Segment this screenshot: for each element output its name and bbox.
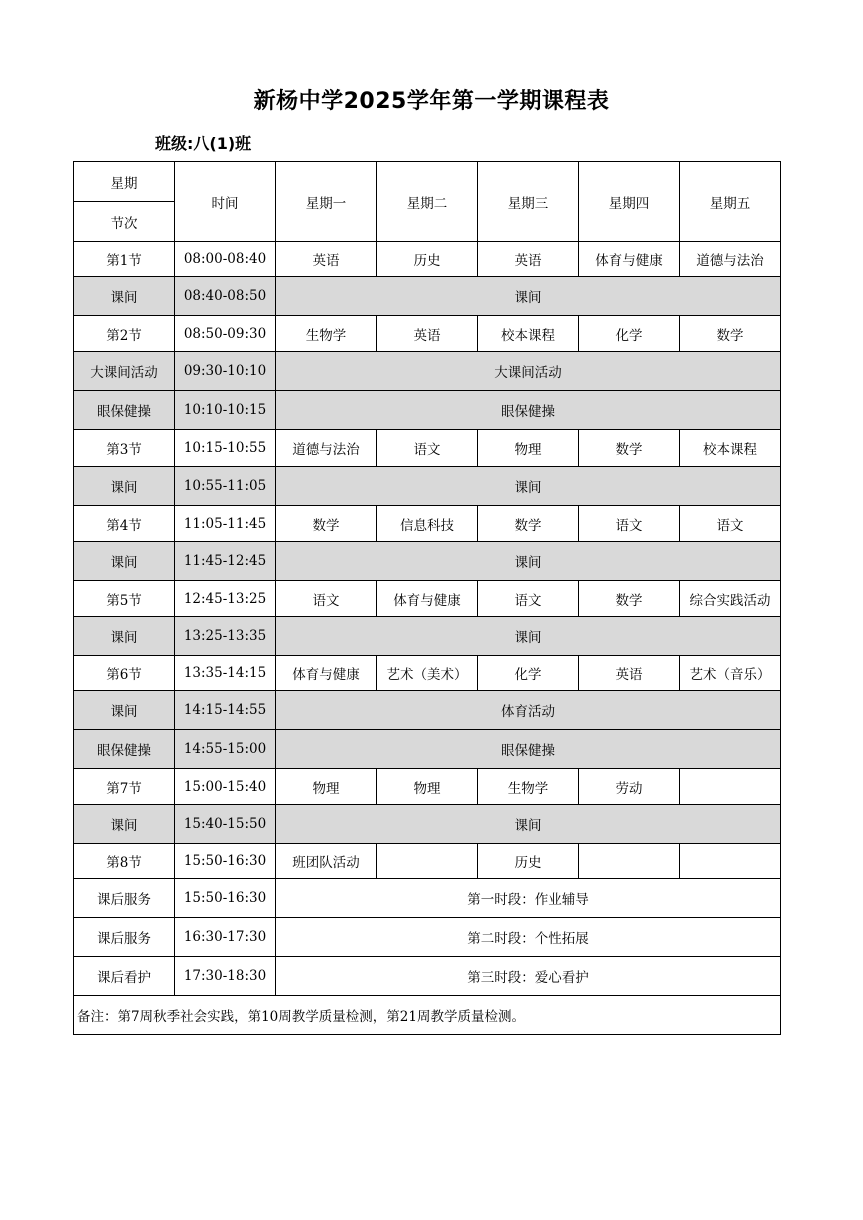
time-cell: 15:50-16:30 bbox=[175, 844, 276, 879]
period-name-cell: 课间 bbox=[74, 467, 175, 506]
subject-cell: 数学 bbox=[276, 506, 377, 542]
period-name-cell: 眼保健操 bbox=[74, 730, 175, 769]
break-activity-cell: 课间 bbox=[276, 805, 781, 844]
time-cell: 12:45-13:25 bbox=[175, 581, 276, 617]
break-row bbox=[74, 542, 781, 581]
break-row bbox=[74, 691, 781, 730]
time-cell: 08:00-08:40 bbox=[175, 242, 276, 277]
period-name-cell: 第4节 bbox=[74, 506, 175, 542]
break-activity-cell: 课间 bbox=[276, 617, 781, 656]
time-cell: 13:25-13:35 bbox=[175, 617, 276, 656]
time-cell: 15:40-15:50 bbox=[175, 805, 276, 844]
subject-cell: 数学 bbox=[478, 506, 579, 542]
subject-cell: 体育与健康 bbox=[377, 581, 478, 617]
subject-cell: 历史 bbox=[377, 242, 478, 277]
period-name-cell: 第1节 bbox=[74, 242, 175, 277]
break-activity-cell: 眼保健操 bbox=[276, 391, 781, 430]
subject-cell bbox=[579, 844, 680, 879]
break-row bbox=[74, 617, 781, 656]
subject-cell: 英语 bbox=[579, 656, 680, 691]
subject-cell: 艺术（美术） bbox=[377, 656, 478, 691]
break-activity-cell: 眼保健操 bbox=[276, 730, 781, 769]
lesson-row bbox=[74, 656, 781, 691]
subject-cell: 物理 bbox=[276, 769, 377, 805]
time-cell: 08:40-08:50 bbox=[175, 277, 276, 316]
break-row bbox=[74, 730, 781, 769]
subject-cell: 校本课程 bbox=[478, 316, 579, 352]
weekday-header-cell: 星期 bbox=[74, 162, 175, 202]
subject-cell: 体育与健康 bbox=[579, 242, 680, 277]
subject-cell: 体育与健康 bbox=[276, 656, 377, 691]
subject-cell bbox=[680, 769, 781, 805]
lesson-row bbox=[74, 769, 781, 805]
subject-cell: 语文 bbox=[478, 581, 579, 617]
subject-cell: 物理 bbox=[478, 430, 579, 467]
period-name-cell: 课间 bbox=[74, 542, 175, 581]
subject-cell: 信息科技 bbox=[377, 506, 478, 542]
break-activity-cell: 课间 bbox=[276, 542, 781, 581]
time-cell: 16:30-17:30 bbox=[175, 918, 276, 957]
subject-cell: 校本课程 bbox=[680, 430, 781, 467]
break-row bbox=[74, 467, 781, 506]
subject-cell: 语文 bbox=[680, 506, 781, 542]
lesson-row bbox=[74, 506, 781, 542]
service-activity-cell: 第三时段：爱心看护 bbox=[276, 957, 781, 996]
day-header-tue: 星期二 bbox=[377, 162, 478, 242]
service-row bbox=[74, 879, 781, 918]
time-cell: 09:30-10:10 bbox=[175, 352, 276, 391]
period-name-cell: 第2节 bbox=[74, 316, 175, 352]
period-header-cell: 节次 bbox=[74, 202, 175, 242]
period-name-cell: 第5节 bbox=[74, 581, 175, 617]
time-cell: 08:50-09:30 bbox=[175, 316, 276, 352]
time-cell: 10:15-10:55 bbox=[175, 430, 276, 467]
subject-cell: 艺术（音乐） bbox=[680, 656, 781, 691]
service-activity-cell: 第一时段：作业辅导 bbox=[276, 879, 781, 918]
period-name-cell: 课后看护 bbox=[74, 957, 175, 996]
period-name-cell: 大课间活动 bbox=[74, 352, 175, 391]
service-row bbox=[74, 918, 781, 957]
subject-cell: 化学 bbox=[478, 656, 579, 691]
period-name-cell: 课后服务 bbox=[74, 879, 175, 918]
subject-cell: 历史 bbox=[478, 844, 579, 879]
subject-cell: 化学 bbox=[579, 316, 680, 352]
subject-cell: 生物学 bbox=[478, 769, 579, 805]
lesson-row bbox=[74, 316, 781, 352]
class-label: 班级:八(1)班 bbox=[155, 134, 252, 153]
time-cell: 14:15-14:55 bbox=[175, 691, 276, 730]
subject-cell: 数学 bbox=[579, 581, 680, 617]
service-row bbox=[74, 957, 781, 996]
break-row bbox=[74, 352, 781, 391]
period-name-cell: 第6节 bbox=[74, 656, 175, 691]
time-header-cell: 时间 bbox=[175, 162, 276, 242]
subject-cell: 综合实践活动 bbox=[680, 581, 781, 617]
schedule-table bbox=[73, 161, 781, 1035]
break-row bbox=[74, 277, 781, 316]
time-cell: 15:50-16:30 bbox=[175, 879, 276, 918]
service-activity-cell: 第二时段：个性拓展 bbox=[276, 918, 781, 957]
time-cell: 14:55-15:00 bbox=[175, 730, 276, 769]
schedule-body bbox=[74, 162, 781, 1035]
subject-cell: 班团队活动 bbox=[276, 844, 377, 879]
day-header-wed: 星期三 bbox=[478, 162, 579, 242]
day-header-fri: 星期五 bbox=[680, 162, 781, 242]
lesson-row bbox=[74, 581, 781, 617]
period-name-cell: 课间 bbox=[74, 805, 175, 844]
period-name-cell: 课后服务 bbox=[74, 918, 175, 957]
subject-cell: 物理 bbox=[377, 769, 478, 805]
subject-cell: 劳动 bbox=[579, 769, 680, 805]
subject-cell bbox=[377, 844, 478, 879]
subject-cell: 数学 bbox=[680, 316, 781, 352]
subject-cell: 道德与法治 bbox=[680, 242, 781, 277]
period-name-cell: 第7节 bbox=[74, 769, 175, 805]
period-name-cell: 课间 bbox=[74, 617, 175, 656]
break-activity-cell: 课间 bbox=[276, 277, 781, 316]
note-row bbox=[74, 996, 781, 1035]
period-name-cell: 课间 bbox=[74, 691, 175, 730]
break-row bbox=[74, 391, 781, 430]
day-header-mon: 星期一 bbox=[276, 162, 377, 242]
time-cell: 15:00-15:40 bbox=[175, 769, 276, 805]
period-name-cell: 第8节 bbox=[74, 844, 175, 879]
page-title: 新杨中学2025学年第一学期课程表 bbox=[253, 89, 610, 114]
time-cell: 10:10-10:15 bbox=[175, 391, 276, 430]
break-activity-cell: 体育活动 bbox=[276, 691, 781, 730]
subject-cell: 英语 bbox=[276, 242, 377, 277]
day-header-thu: 星期四 bbox=[579, 162, 680, 242]
subject-cell: 语文 bbox=[276, 581, 377, 617]
break-activity-cell: 课间 bbox=[276, 467, 781, 506]
note-cell: 备注：第7周秋季社会实践，第10周教学质量检测，第21周教学质量检测。 bbox=[74, 996, 781, 1035]
period-name-cell: 第3节 bbox=[74, 430, 175, 467]
break-activity-cell: 大课间活动 bbox=[276, 352, 781, 391]
lesson-row bbox=[74, 242, 781, 277]
period-name-cell: 课间 bbox=[74, 277, 175, 316]
time-cell: 17:30-18:30 bbox=[175, 957, 276, 996]
subject-cell: 英语 bbox=[478, 242, 579, 277]
subject-cell bbox=[680, 844, 781, 879]
subject-cell: 生物学 bbox=[276, 316, 377, 352]
subject-cell: 数学 bbox=[579, 430, 680, 467]
break-row bbox=[74, 805, 781, 844]
period-name-cell: 眼保健操 bbox=[74, 391, 175, 430]
subject-cell: 语文 bbox=[579, 506, 680, 542]
time-cell: 11:05-11:45 bbox=[175, 506, 276, 542]
subject-cell: 英语 bbox=[377, 316, 478, 352]
time-cell: 11:45-12:45 bbox=[175, 542, 276, 581]
subject-cell: 语文 bbox=[377, 430, 478, 467]
time-cell: 10:55-11:05 bbox=[175, 467, 276, 506]
lesson-row bbox=[74, 844, 781, 879]
header-row-top bbox=[74, 162, 781, 202]
subject-cell: 道德与法治 bbox=[276, 430, 377, 467]
lesson-row bbox=[74, 430, 781, 467]
time-cell: 13:35-14:15 bbox=[175, 656, 276, 691]
